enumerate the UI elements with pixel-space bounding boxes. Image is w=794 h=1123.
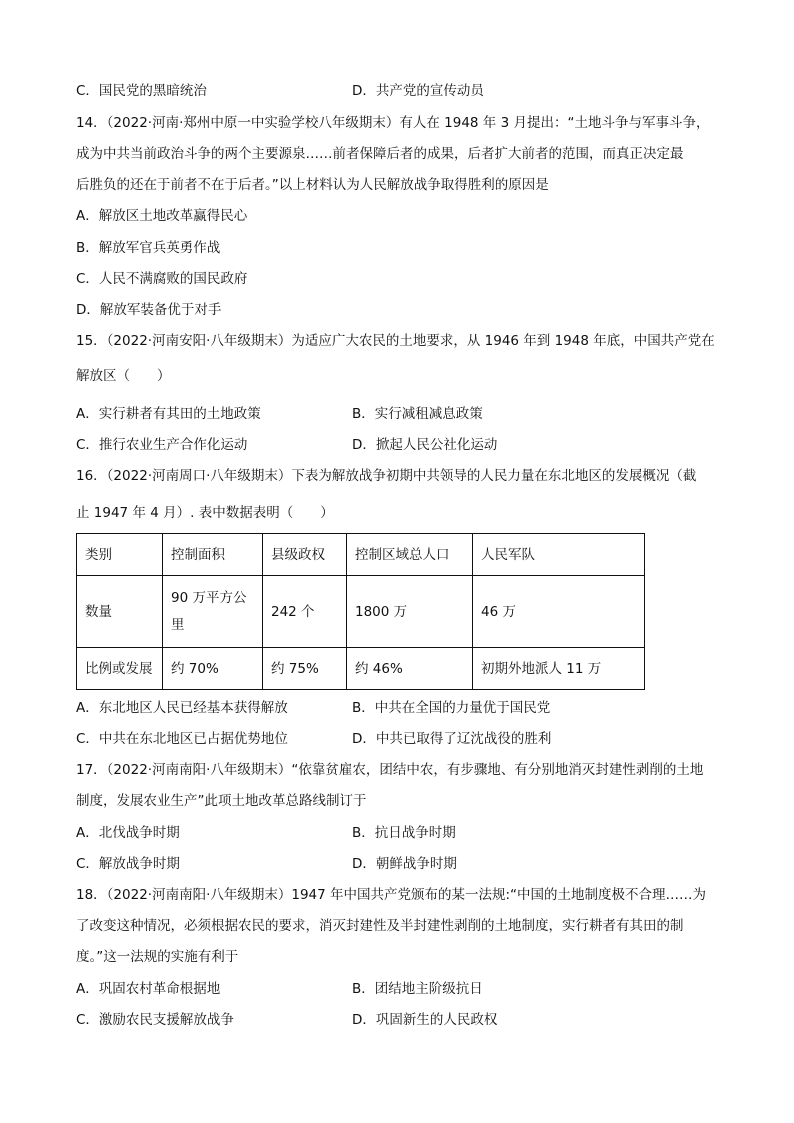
q15-options-row1 bbox=[76, 404, 726, 424]
q18-stem-line3: 度。”这一法规的实施有利于 bbox=[76, 949, 239, 965]
q15-option-c: C．推行农业生产合作化运动 bbox=[76, 437, 248, 453]
table-header-cell: 控制面积 bbox=[163, 534, 263, 576]
q15-stem-line1: 15．（2022·河南安阳·八年级期末）为适应广大农民的土地要求，从 1946 年到 1948 年底，中国共产党在 bbox=[76, 333, 715, 349]
q17-options-row1 bbox=[76, 823, 726, 843]
q16-option-d: D．中共已取得了辽沈战役的胜利 bbox=[352, 731, 552, 747]
q13-options-row bbox=[76, 81, 726, 101]
q14-option-b: B．解放军官兵英勇作战 bbox=[76, 240, 221, 256]
q17-stem-line2: 制度，发展农业生产”此项土地改革总路线制订于 bbox=[76, 793, 367, 809]
q17-option-c: C．解放战争时期 bbox=[76, 856, 180, 872]
q17-stem-line1: 17．（2022·河南南阳·八年级期末）“依靠贫雇农，团结中农，有步骤地、有分别地消灭封建性剥削的土地 bbox=[76, 762, 704, 778]
q14-stem-line2: 成为中共当前政治斗争的两个主要源泉……前者保障后者的成果，后者扩大前者的范围，而真正决定最 bbox=[76, 146, 684, 162]
table-header-cell: 控制区域总人口 bbox=[347, 534, 473, 576]
q16-options-row2 bbox=[76, 729, 726, 749]
q17-option-b: B．抗日战争时期 bbox=[352, 825, 456, 841]
q15-option-d: D．掀起人民公社化运动 bbox=[352, 437, 498, 453]
q17-option-a: A．北伐战争时期 bbox=[76, 825, 180, 841]
q16-options-row1 bbox=[76, 698, 726, 718]
table-row bbox=[77, 576, 645, 648]
q18-options-row2 bbox=[76, 1010, 726, 1030]
table-cell: 约 75% bbox=[263, 648, 347, 690]
table-row bbox=[77, 648, 645, 690]
q18-options-row1 bbox=[76, 979, 726, 999]
q14-stem-line1: 14．（2022·河南·郑州中原一中实验学校八年级期末）有人在 1948 年 3 月提出：“土地斗争与军事斗争， bbox=[76, 115, 710, 131]
q16-option-b: B．中共在全国的力量优于国民党 bbox=[352, 700, 551, 716]
q16-stem-line1: 16．（2022·河南周口·八年级期末）下表为解放战争初期中共领导的人民力量在东北地区的发展概况（截 bbox=[76, 468, 697, 484]
table-cell: 46 万 bbox=[473, 576, 645, 648]
q18-stem-line1: 18．（2022·河南南阳·八年级期末）1947 年中国共产党颁布的某一法规:“中国的土地制度极不合理……为 bbox=[76, 887, 707, 903]
q13-option-c: C．国民党的黑暗统治 bbox=[76, 83, 207, 99]
table-header-cell: 人民军队 bbox=[473, 534, 645, 576]
q14-stem-line3: 后胜负的还在于前者不在于后者。”以上材料认为人民解放战争取得胜利的原因是 bbox=[76, 177, 549, 193]
table-cell: 初期外地派人 11 万 bbox=[473, 648, 645, 690]
q16-option-c: C．中共在东北地区已占据优势地位 bbox=[76, 731, 288, 747]
q18-option-c: C．激励农民支援解放战争 bbox=[76, 1012, 234, 1028]
q13-option-d: D．共产党的宣传动员 bbox=[352, 83, 484, 99]
q16-data-table bbox=[76, 533, 645, 690]
table-header-cell: 类别 bbox=[77, 534, 163, 576]
q14-option-a: A．解放区土地改革赢得民心 bbox=[76, 208, 248, 224]
table-header-row bbox=[77, 534, 645, 576]
table-header-cell: 县级政权 bbox=[263, 534, 347, 576]
q18-option-d: D．巩固新生的人民政权 bbox=[352, 1012, 498, 1028]
table-cell: 1800 万 bbox=[347, 576, 473, 648]
table-cell: 90 万平方公 里 bbox=[163, 576, 263, 648]
q17-options-row2 bbox=[76, 854, 726, 874]
table-cell: 242 个 bbox=[263, 576, 347, 648]
q15-option-b: B．实行减租减息政策 bbox=[352, 406, 483, 422]
table-cell: 约 46% bbox=[347, 648, 473, 690]
table-cell: 数量 bbox=[77, 576, 163, 648]
q14-option-d: D．解放军装备优于对手 bbox=[76, 302, 222, 318]
q17-option-d: D．朝鲜战争时期 bbox=[352, 856, 457, 872]
q15-option-a: A．实行耕者有其田的土地政策 bbox=[76, 406, 261, 422]
table-cell: 比例或发展 bbox=[77, 648, 163, 690]
q15-stem-line2: 解放区（ ） bbox=[76, 368, 171, 384]
q16-option-a: A．东北地区人民已经基本获得解放 bbox=[76, 700, 288, 716]
table-cell: 约 70% bbox=[163, 648, 263, 690]
q15-options-row2 bbox=[76, 435, 726, 455]
q18-option-a: A．巩固农村革命根据地 bbox=[76, 981, 221, 997]
q18-stem-line2: 了改变这种情况，必须根据农民的要求，消灭封建性及半封建性剥削的土地制度，实行耕者有其田的制 bbox=[76, 918, 684, 934]
q18-option-b: B．团结地主阶级抗日 bbox=[352, 981, 483, 997]
q14-option-c: C．人民不满腐败的国民政府 bbox=[76, 271, 248, 287]
q16-stem-line2: 止 1947 年 4 月）. 表中数据表明（ ） bbox=[76, 505, 334, 521]
